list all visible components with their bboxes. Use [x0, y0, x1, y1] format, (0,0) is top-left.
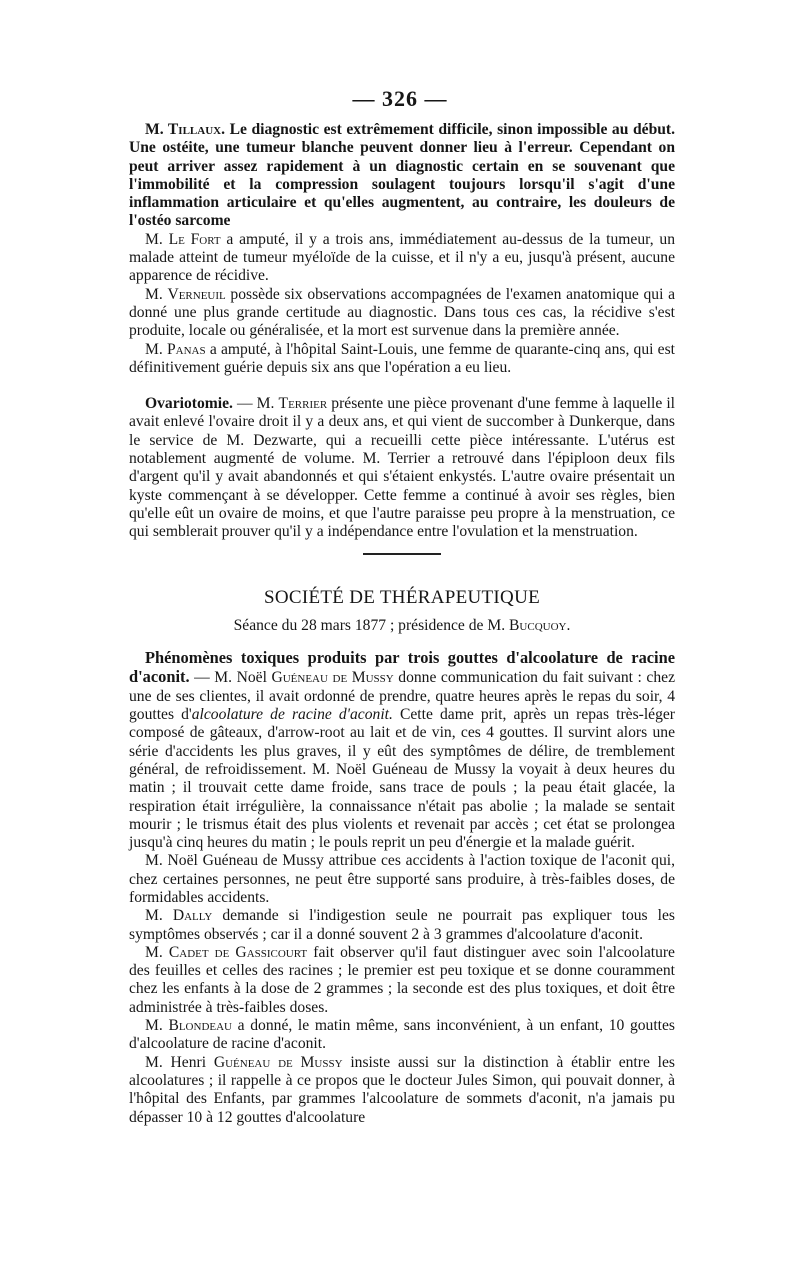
spacer: [129, 635, 675, 649]
speaker-name: Guéneau de Mussy: [213, 1053, 343, 1071]
paragraph-text: M. Noël Guéneau de Mussy attribue ces accidents à l'action toxique de l'aconit qui, chez certaines personnes, ne peut être supporté sans produire, à très-faibles doses, de formidables accidents.: [129, 852, 675, 906]
speaker-name: Verneuil: [167, 285, 226, 303]
president-name: Bucquoy.: [509, 616, 571, 634]
paragraph-verneuil: [129, 286, 675, 341]
paragraph-text: fait observer qu'il faut distinguer avec soin l'alcoolature des feuilles et celles des racines ; le premier est peu toxique et se donne couramment chez les enfants à la dose de 2 grammes ; la seconde est des plus toxiques, et doit être administrée à très-faibles doses.: [129, 943, 675, 1016]
speaker-prefix: M.: [145, 907, 163, 925]
text-column: [129, 121, 675, 1127]
speaker-name: Panas: [166, 340, 206, 358]
speaker-prefix: M.: [145, 340, 163, 358]
seance-line: [129, 617, 675, 635]
dash-prefix: — M.: [237, 395, 275, 413]
page-number: — 326 —: [352, 86, 448, 111]
paragraph-gueneau-attribution: [129, 852, 675, 907]
paragraph-text: a donné, le matin même, sans inconvénient, à un enfant, 10 gouttes d'alcoolature de racine d'aconit.: [129, 1017, 675, 1053]
speaker-prefix: M.: [145, 1017, 163, 1035]
paragraph-text: présente une pièce provenant d'une femme à laquelle il avait enlevé l'ovaire droit il y a deux ans, et qui vient de succomber à Dunkerque, dans le service de M. Dezwarte, qui a recueilli cette pièce intéressante. L'utérus est notablement augmenté de volume. M. Terrier a retrouvé dans l'épiploon deux fils d'argent qu'il y avait abandonnés et qui s'étaient enkystés. L'autre ovaire présentait un kyste commençant à se développer. Cette femme a continué à avoir ses règles, bien qu'elle eût un ovaire de moins, et que l'autre paraisse peu propre à la menstruation, ce qui semblerait prouver qu'il y a indépendance entre l'ovulation et la menstruation.: [129, 395, 676, 541]
paragraph-text: donne communication du fait suivant : chez une de ses clientes, il avait ordonné de prendre, quatre heures après le repas du soir, 4 gouttes d': [129, 669, 675, 724]
section-divider: [363, 553, 441, 555]
paragraph-cadet: [129, 944, 675, 1017]
speaker-name: Blondeau: [168, 1017, 232, 1035]
paragraph-text: possède six observations accompagnées de l'examen anatomique qui a donné une plus grande certitude au diagnostic. Dans tous ces cas, la récidive s'est produite, locale ou généralisée, et la mort est survenue dans la première année.: [129, 285, 675, 340]
dash-prefix: — M. Noël: [194, 669, 267, 687]
speaker-name: M. Tillaux.: [145, 121, 225, 138]
paragraph-phenomenes: [129, 649, 675, 852]
paragraph-text: demande si l'indigestion seule ne pourrait pas expliquer tous les symptômes observés ; car il a donné souvent 2 à 3 grammes d'alcoolature d'aconit.: [129, 907, 675, 943]
speaker-name: Cadet de Gassicourt: [168, 943, 308, 961]
paragraph-text: Le diagnostic est extrêmement difficile, sinon impossible au début. Une ostéite, une tumeur blanche peuvent donner lieu à l'erreur. Cependant on peut arriver assez rapidement à un diagnostic certain en se souvenant que l'immobilité et la compression soulagent toujours lorsqu'il s'agit d'une inflammation articulaire et qu'elles augmentent, au contraire, les douleurs de l'ostéo sarcome: [129, 121, 676, 230]
paragraph-blondeau: [129, 1017, 675, 1054]
italic-term: alcoolature de racine d'aconit.: [191, 706, 393, 724]
paragraph-le-fort: [129, 231, 675, 286]
speaker-name: Dally: [172, 907, 213, 925]
paragraph-ovariotomie: [129, 395, 675, 541]
speaker-name: Guéneau de Mussy: [271, 669, 394, 687]
paragraph-text: Cette dame prit, après un repas très-léger composé de gâteaux, d'arrow-root au lait et de vin, ces 4 gouttes. Il survint alors une série d'accidents les plus graves, il y eût des symptômes de délire, de tremblement général, de refroidissement. M. Noël Guéneau de Mussy la voyait à deux heures du matin ; il trouvait cette dame froide, sans trace de pouls ; la peau était glacée, la respiration était irrégulière, la connaissance n'était pas abolie ; la malade se sentait mourir ; le trismus était des plus violents et revenait par accès ; cet état se prolongea jusqu'à cinq heures du matin ; le pouls reprit un peu d'énergie et la malade guérit.: [129, 706, 675, 852]
paragraph-henri: [129, 1054, 675, 1127]
speaker-prefix: M.: [145, 943, 163, 961]
paragraph-tillaux: [129, 121, 675, 231]
seance-text: Séance du 28 mars 1877 ; présidence de M.: [233, 616, 506, 634]
paragraph-text: a amputé, à l'hôpital Saint-Louis, une femme de quarante-cinq ans, qui est définitivement guérie depuis six ans que l'opération a eu lieu.: [129, 340, 676, 376]
paragraph-text: insiste aussi sur la distinction à établir entre les alcoolatures ; il rappelle à ce propos que le docteur Jules Simon, qui pouvait donner, à l'hôpital des Enfants, par grammes l'alcoolature de sommets d'aconit, n'a jamais pu dépasser 10 à 12 gouttes d'alcoolature: [129, 1053, 675, 1126]
paragraph-text: a amputé, il y a trois ans, immédiatement au-dessus de la tumeur, un malade atteint de tumeur myéloïde de la cuisse, et il n'y a eu, jusqu'à présent, aucune apparence de récidive.: [129, 230, 675, 285]
section-heading: Phénomènes toxiques produits par trois gouttes d'alcoolature de racine d'aconit.: [129, 648, 675, 687]
speaker-name: Le Fort: [168, 230, 221, 248]
speaker-name: Terrier: [278, 395, 328, 413]
spacer: [129, 377, 675, 395]
speaker-prefix: M.: [145, 285, 163, 303]
speaker-prefix: M.: [145, 230, 163, 248]
paragraph-panas: [129, 341, 675, 378]
paragraph-dally: [129, 907, 675, 944]
society-title: SOCIÉTÉ DE THÉRAPEUTIQUE: [264, 586, 540, 608]
speaker-prefix: M. Henri: [145, 1053, 207, 1071]
section-heading: Ovariotomie.: [145, 395, 233, 413]
